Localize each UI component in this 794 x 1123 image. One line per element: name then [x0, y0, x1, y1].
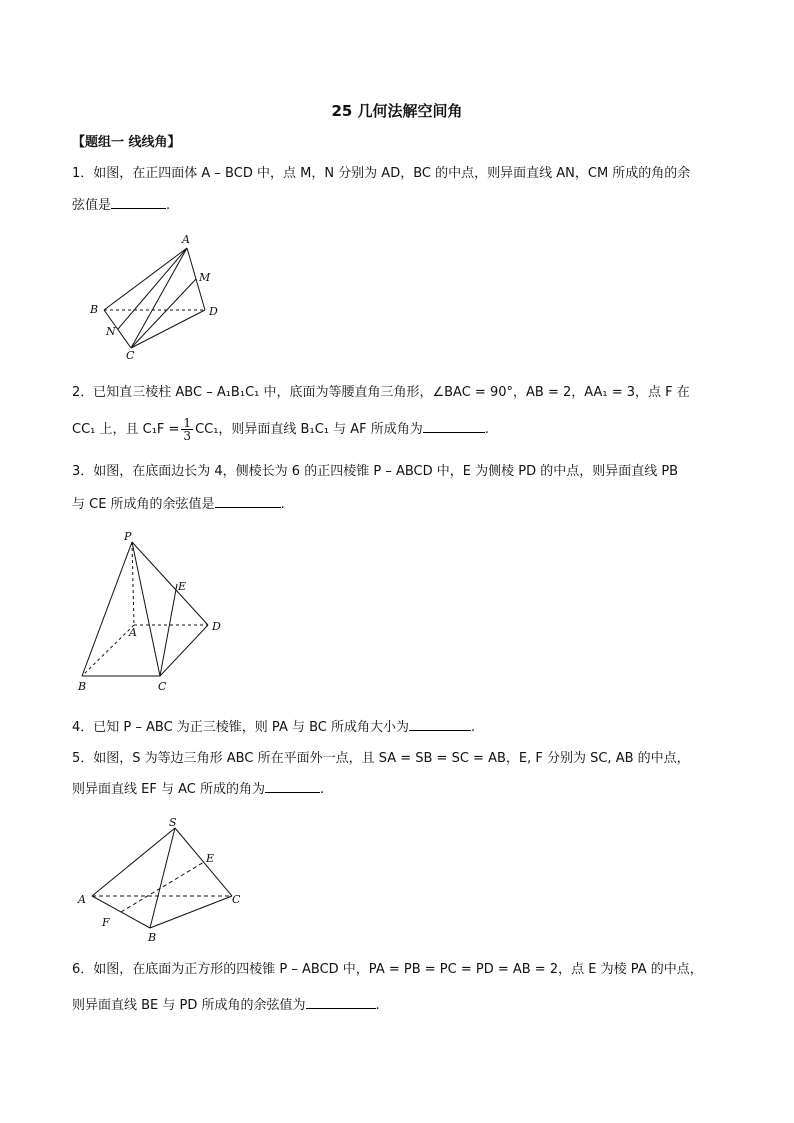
q3-answer-blank [215, 494, 281, 508]
q1-figure [80, 228, 240, 363]
fig3-label-c: C [158, 680, 167, 693]
fig5-label-b: B [148, 931, 157, 944]
fig5-label-f: F [102, 916, 110, 929]
q6-line1: 6．如图，在底面为正方形的四棱锥 P – ABCD 中，PA = PB = PC = PD = AB = 2，点 E 为棱 PA 的中点， [72, 962, 703, 977]
edge-pa-hidden [132, 542, 134, 625]
q2-line1: 2．已知直三棱柱 ABC – A₁B₁C₁ 中，底面为等腰直角三角形，∠BAC = 90°，AB = 2，AA₁ = 3，点 F 在 [72, 385, 690, 400]
q2-line2 [72, 416, 489, 444]
q6-answer-blank [306, 995, 376, 1009]
q2-frac-den: 3 [183, 429, 192, 443]
q1-period: . [166, 198, 171, 213]
fig1-label-m: M [199, 271, 211, 284]
q2-line2b: CC₁，则异面直线 B₁C₁ 与 AF 所成角为 [195, 422, 423, 437]
segment-ef-hidden [121, 862, 204, 912]
fig3-label-b: B [78, 680, 87, 693]
edge-pb [82, 542, 132, 676]
edge-ab [104, 248, 187, 310]
fig1-label-b: B [90, 303, 99, 316]
q5-line2-text: 则异面直线 EF 与 AC 所成的角为 [72, 782, 265, 797]
edge-sa [92, 828, 175, 896]
q5-line1: 5．如图，S 为等边三角形 ABC 所在平面外一点，且 SA = SB = SC = AB，E, F 分别为 SC, AB 的中点， [72, 751, 690, 766]
q3-line1: 3．如图，在底面边长为 4，侧棱长为 6 的正四棱锥 P – ABCD 中，E 为侧棱 PD 的中点，则异面直线 PB [72, 464, 679, 479]
edge-sc [175, 828, 232, 896]
edge-sb [150, 828, 175, 928]
fig5-label-a: A [78, 893, 86, 906]
q3-figure [72, 528, 242, 698]
fig5-label-c: C [232, 893, 241, 906]
edge-ab-hidden [82, 625, 134, 676]
segment-ce [160, 584, 177, 676]
q4-answer-blank [409, 717, 471, 731]
fig1-label-d: D [209, 305, 218, 318]
q3-line2 [72, 494, 285, 515]
fig1-label-n: N [106, 325, 116, 338]
q4-period: . [471, 720, 476, 735]
fig3-label-e: E [178, 580, 187, 593]
q1-line2-text: 弦值是 [72, 198, 112, 213]
section-heading: 【题组一 线线角】 [72, 135, 181, 150]
q2-line2a: CC₁ 上，且 C₁F = [72, 422, 180, 437]
fig1-label-a: A [182, 233, 190, 246]
q3-line2-text: 与 CE 所成角的余弦值是 [72, 497, 215, 512]
fig5-label-s: S [169, 816, 177, 829]
q5-figure [72, 810, 252, 945]
edge-pd [132, 542, 208, 625]
q6-period: . [375, 998, 380, 1013]
fig5-label-e: E [206, 852, 215, 865]
q2-period: . [484, 422, 489, 437]
fig3-label-p: P [124, 530, 132, 543]
q5-answer-blank [265, 779, 320, 793]
q6-line2-text: 则异面直线 BE 与 PD 所成角的余弦值为 [72, 998, 306, 1013]
q2-frac-num: 1 [183, 416, 192, 430]
fig3-label-d: D [212, 620, 221, 633]
q2-fraction [181, 417, 193, 442]
q5-line2 [72, 779, 324, 800]
q6-line2 [72, 995, 380, 1016]
fig1-label-c: C [126, 349, 135, 362]
q2-answer-blank [423, 419, 485, 433]
q1-line2 [72, 195, 170, 216]
q4-line1-text: 4．已知 P – ABC 为正三棱锥，则 PA 与 BC 所成角大小为 [72, 720, 409, 735]
segment-an [118, 248, 187, 329]
page-title: 25 几何法解空间角 [331, 102, 463, 120]
edge-bc [150, 896, 232, 928]
edge-pc [132, 542, 160, 676]
fig3-label-a: A [129, 626, 137, 639]
q1-line1: 1．如图，在正四面体 A – BCD 中，点 M，N 分别为 AD，BC 的中点，则异面直线 AN，CM 所成的角的余 [72, 166, 691, 181]
q4-line1 [72, 717, 475, 738]
edge-cd [160, 625, 208, 676]
q5-period: . [319, 782, 325, 797]
q1-answer-blank [111, 195, 166, 209]
q3-period: . [280, 497, 285, 512]
